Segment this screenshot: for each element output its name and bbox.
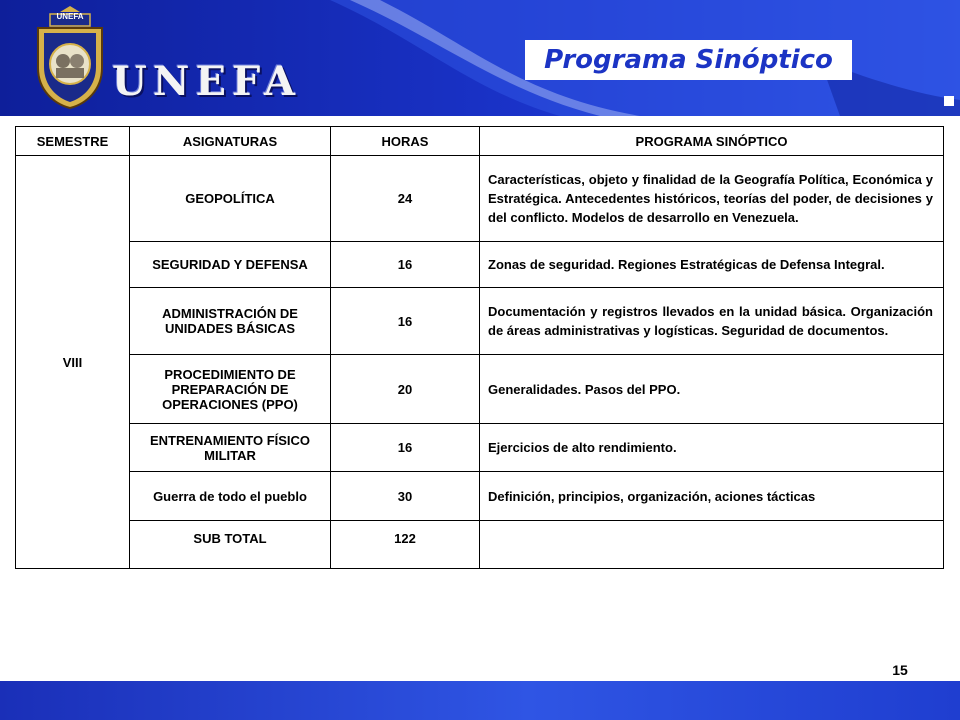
asignatura-cell: GEOPOLÍTICA (130, 156, 331, 242)
horas-cell: 30 (331, 472, 480, 521)
table-row (16, 424, 944, 472)
programa-cell: Ejercicios de alto rendimiento. (480, 424, 944, 472)
programa-cell: Zonas de seguridad. Regiones Estratégicas de Defensa Integral. (480, 242, 944, 288)
subtotal-horas-cell: 122 (331, 521, 480, 569)
programa-cell: Características, objeto y finalidad de la Geografía Política, Económica y Estratégica. Antecedentes históricos, teorías del poder, de decisiones y del conflicto. Modelos de desarrollo en Venezuela. (480, 156, 944, 242)
header-banner (0, 0, 960, 116)
title-box (525, 40, 852, 80)
table-row (16, 156, 944, 242)
page-title: Programa Sinóptico (544, 45, 833, 75)
asignatura-cell: ADMINISTRACIÓN DE UNIDADES BÁSICAS (130, 288, 331, 355)
page-number: 15 (892, 662, 908, 678)
subtotal-row (16, 521, 944, 569)
brand-name: UNEFA (112, 58, 302, 105)
table-row (16, 472, 944, 521)
asignatura-cell: PROCEDIMIENTO DE PREPARACIÓN DE OPERACIONES (PPO) (130, 355, 331, 424)
footer-bar (0, 681, 960, 720)
asignatura-cell: ENTRENAMIENTO FÍSICO MILITAR (130, 424, 331, 472)
header-horas: HORAS (331, 127, 480, 156)
program-table (15, 126, 944, 569)
horas-cell: 24 (331, 156, 480, 242)
horas-cell: 16 (331, 242, 480, 288)
asignatura-cell: SEGURIDAD Y DEFENSA (130, 242, 331, 288)
header-programa: PROGRAMA SINÓPTICO (480, 127, 944, 156)
programa-cell: Definición, principios, organización, aciones tácticas (480, 472, 944, 521)
table-row (16, 242, 944, 288)
header-asignaturas: ASIGNATURAS (130, 127, 331, 156)
horas-cell: 16 (331, 288, 480, 355)
semester-cell: VIII (16, 156, 130, 569)
horas-cell: 20 (331, 355, 480, 424)
table-row (16, 288, 944, 355)
asignatura-cell: Guerra de todo el pueblo (130, 472, 331, 521)
logo-text: UNEFA (56, 12, 84, 21)
horas-cell: 16 (331, 424, 480, 472)
subtotal-programa-cell (480, 521, 944, 569)
subtotal-label-cell: SUB TOTAL (130, 521, 331, 569)
unefa-shield-logo-icon (30, 6, 110, 110)
programa-cell: Generalidades. Pasos del PPO. (480, 355, 944, 424)
table-row (16, 355, 944, 424)
header-semestre: SEMESTRE (16, 127, 130, 156)
table-header-row (16, 127, 944, 156)
programa-cell: Documentación y registros llevados en la unidad básica. Organización de áreas administrativas y logísticas. Seguridad de documentos. (480, 288, 944, 355)
